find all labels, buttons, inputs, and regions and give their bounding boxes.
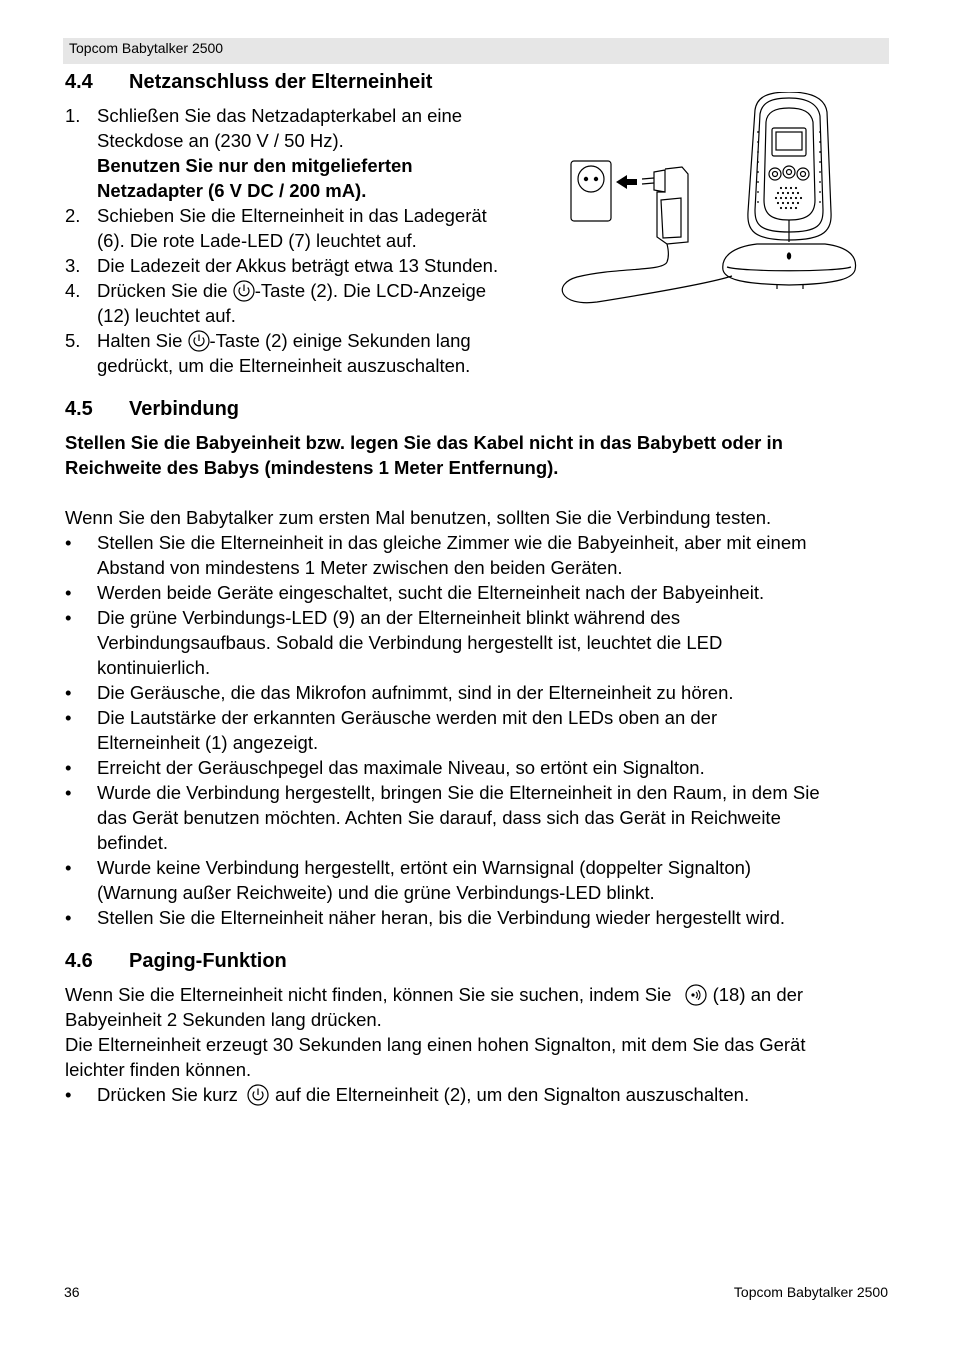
power-icon: [188, 330, 210, 352]
list-text: Schieben Sie die Elterneinheit in das Ladegerät: [97, 205, 487, 226]
warning-text: [65, 430, 783, 480]
list-text: -Taste (2) einige Sekunden lang: [209, 330, 471, 351]
list-text: das Gerät benutzen möchten. Achten Sie darauf, dass sich das Gerät in Reichweite: [97, 807, 781, 828]
bullet-mark: •: [65, 782, 72, 803]
bullet-mark: •: [65, 1084, 72, 1105]
parent-unit-illustration: [748, 92, 831, 242]
list-text: auf die Elterneinheit (2), um den Signalton auszuschalten.: [275, 1084, 750, 1105]
list-text: Schließen Sie das Netzadapterkabel an eine: [97, 105, 463, 126]
list-number: 1.: [65, 105, 81, 126]
bullet-mark: •: [65, 682, 72, 703]
list-text: Die Ladezeit der Akkus beträgt etwa 13 Stunden.: [97, 255, 499, 276]
list-text: Die Geräusche, die das Mikrofon aufnimmt, sind in der Elterneinheit zu hören.: [97, 682, 734, 703]
list-text: Die grüne Verbindungs-LED (9) an der Elterneinheit blinkt während des: [97, 607, 681, 628]
list-text: Halten Sie: [97, 330, 183, 351]
list-text: Erreicht der Geräuschpegel das maximale Niveau, so ertönt ein Signalton.: [97, 757, 705, 778]
paragraph-text: Babyeinheit 2 Sekunden lang drücken.: [65, 1009, 382, 1030]
section-title: Paging-Funktion: [129, 950, 287, 972]
list-number: 2.: [65, 205, 81, 226]
footer-title: Topcom Babytalker 2500: [733, 1284, 888, 1300]
bullet-mark: •: [65, 607, 72, 628]
page-header: [63, 38, 889, 64]
bullet-mark: •: [65, 707, 72, 728]
list-text: (12) leuchtet auf.: [97, 305, 236, 326]
arrow-icon: [616, 175, 637, 189]
paragraph-text: leichter finden können.: [65, 1059, 252, 1080]
page-number: 36: [64, 1284, 80, 1300]
list-text: Werden beide Geräte eingeschaltet, sucht die Elterneinheit nach der Babyeinheit.: [97, 582, 765, 603]
list-text: befindet.: [97, 832, 168, 853]
charger-base-illustration: [723, 244, 856, 289]
list-text: Steckdose an (230 V / 50 Hz).: [97, 130, 344, 151]
bullet-mark: •: [65, 757, 72, 778]
list-text: Drücken Sie kurz: [97, 1084, 238, 1105]
list-text: Drücken Sie die: [97, 280, 228, 301]
list-text: gedrückt, um die Elterneinheit auszuschalten.: [97, 355, 471, 376]
header-title: Topcom Babytalker 2500: [69, 40, 224, 56]
list-text: kontinuierlich.: [97, 657, 211, 678]
list-number: 3.: [65, 255, 81, 276]
bullet-mark: •: [65, 532, 72, 553]
list-text: Die Lautstärke der erkannten Geräusche werden mit den LEDs oben an der: [97, 707, 718, 728]
paragraph-text: Wenn Sie die Elterneinheit nicht finden, können Sie sie suchen, indem Sie: [65, 984, 672, 1005]
wall-socket-illustration: [571, 161, 611, 221]
warning-line: Stellen Sie die Babyeinheit bzw. legen Sie das Kabel nicht in das Babybett oder in: [65, 432, 783, 453]
section-title: Netzanschluss der Elterneinheit: [129, 71, 433, 93]
list-text: Wurde die Verbindung hergestellt, bringen Sie die Elterneinheit in den Raum, in dem Sie: [97, 782, 820, 803]
section-number: 4.5: [65, 398, 93, 420]
bullet-mark: •: [65, 857, 72, 878]
power-icon: [233, 280, 255, 302]
bullet-mark: •: [65, 907, 72, 928]
bullet-mark: •: [65, 582, 72, 603]
warning-line: Reichweite des Babys (mindestens 1 Meter Entfernung).: [65, 457, 559, 478]
paragraph-text: (18) an der: [712, 984, 804, 1005]
paging-paragraph: [65, 982, 805, 1082]
list-text: Stellen Sie die Elterneinheit näher heran, bis die Verbindung wieder hergestellt wird.: [97, 907, 786, 928]
intro-paragraph: Wenn Sie den Babytalker zum ersten Mal benutzen, sollten Sie die Verbindung testen.: [65, 507, 772, 528]
power-adapter-illustration: [562, 167, 732, 303]
list-text: -Taste (2). Die LCD-Anzeige: [254, 280, 487, 301]
section-title: Verbindung: [129, 398, 239, 420]
list-text: (6). Die rote Lade-LED (7) leuchtet auf.: [97, 230, 417, 251]
section-4-6-heading: [65, 950, 287, 973]
section-4-4-heading: [65, 71, 432, 94]
paging-icon: [685, 984, 707, 1006]
paragraph-text: Die Elterneinheit erzeugt 30 Sekunden lang einen hohen Signalton, mit dem Sie das Gerät: [65, 1034, 806, 1055]
power-icon: [247, 1084, 269, 1106]
speaker-grille: [757, 131, 821, 209]
section-number: 4.6: [65, 950, 93, 972]
list-text: Verbindungsaufbaus. Sobald die Verbindung hergestellt ist, leuchtet die LED: [97, 632, 723, 653]
list-text: Stellen Sie die Elterneinheit in das gleiche Zimmer wie die Babyeinheit, aber mit einem: [97, 532, 807, 553]
list-text: (Warnung außer Reichweite) und die grüne Verbindungs-LED blinkt.: [97, 882, 655, 903]
list-text: Wurde keine Verbindung hergestellt, ertönt ein Warnsignal (doppelter Signalton): [97, 857, 752, 878]
section-number: 4.4: [65, 71, 93, 93]
list-text: Elterneinheit (1) angezeigt.: [97, 732, 319, 753]
list-warning: Benutzen Sie nur den mitgelieferten: [97, 155, 413, 176]
list-number: 5.: [65, 330, 81, 351]
list-text: Abstand von mindestens 1 Meter zwischen den beiden Geräten.: [97, 557, 623, 578]
section-4-5-heading: [65, 398, 239, 421]
list-number: 4.: [65, 280, 81, 301]
list-warning: Netzadapter (6 V DC / 200 mA).: [97, 180, 367, 201]
device-illustration: [557, 92, 862, 310]
